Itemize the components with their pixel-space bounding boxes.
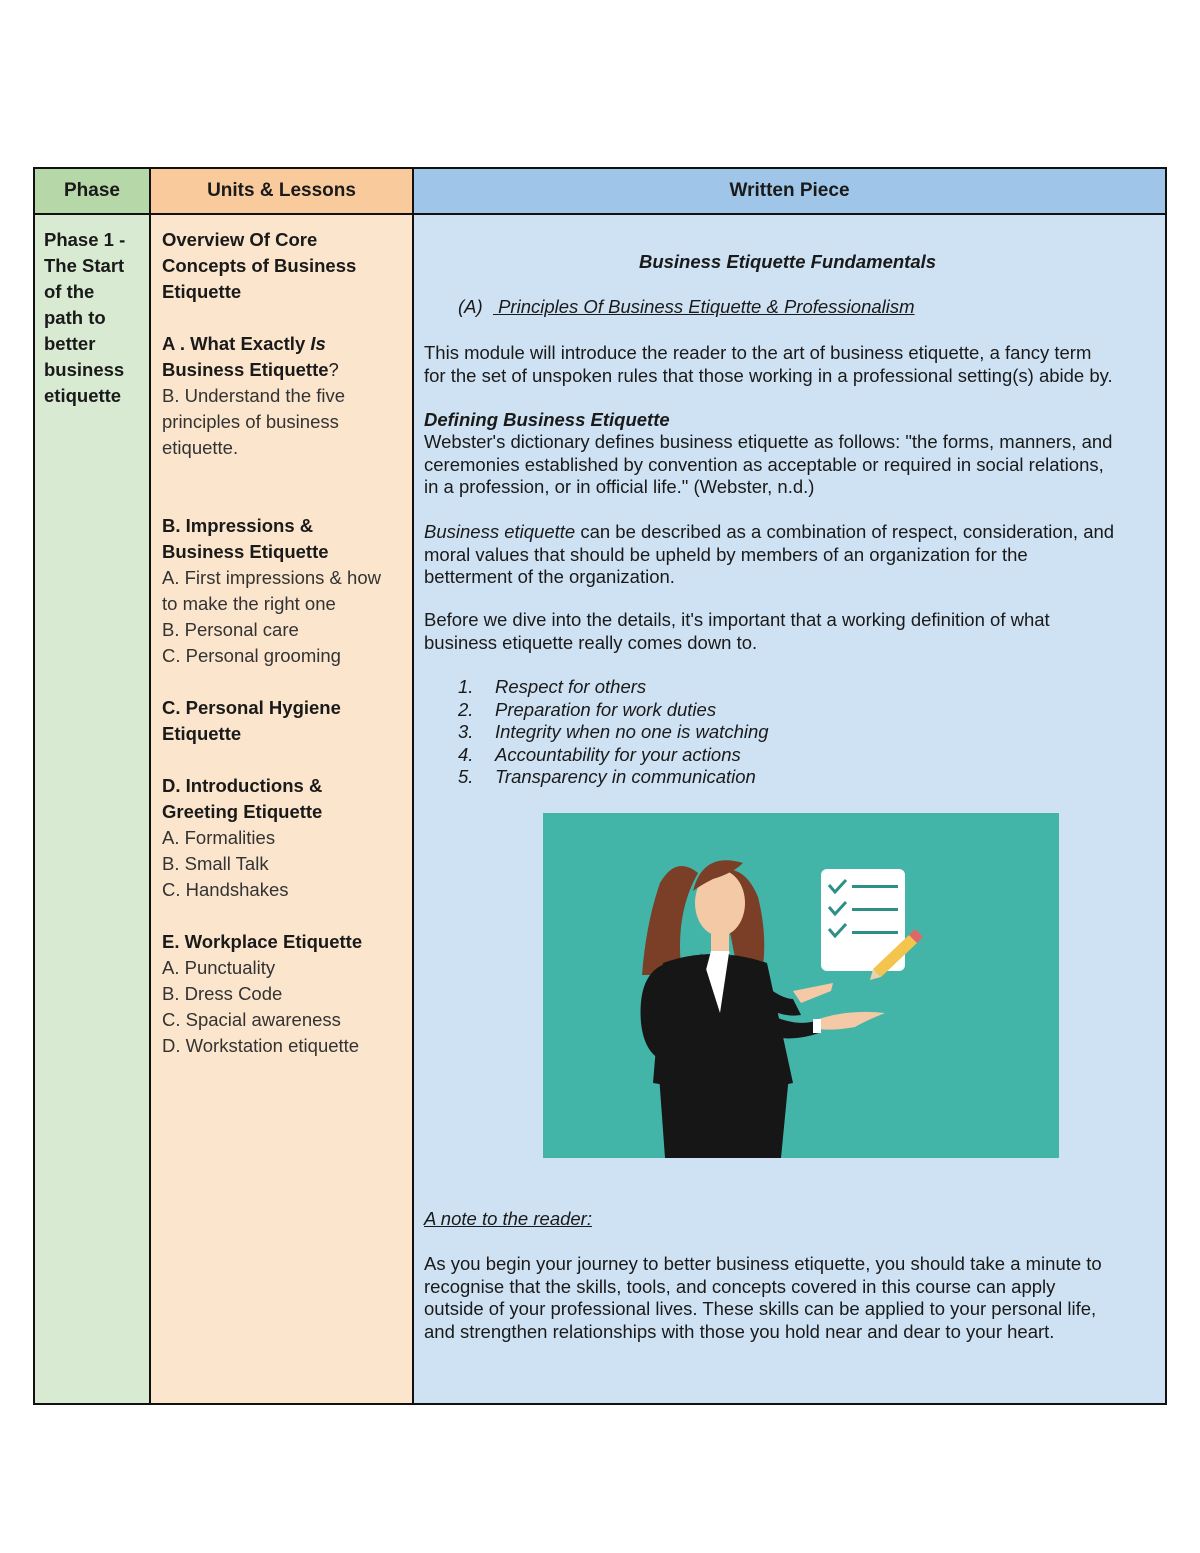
- phase-header: Phase: [35, 169, 149, 215]
- lesson-item: C. Handshakes: [162, 879, 289, 900]
- lesson-item: B. Personal care: [162, 619, 299, 640]
- lesson-item: A. Punctuality: [162, 957, 276, 978]
- list-number: 4.: [458, 743, 474, 765]
- text-line: Before we dive into the details, it's important that a working definition of what: [424, 609, 1050, 630]
- list-item: [458, 721, 769, 744]
- principles-list: [458, 676, 769, 789]
- lesson-item: B. Understand the five: [162, 385, 346, 406]
- written-title: Business Etiquette Fundamentals: [638, 251, 937, 272]
- units-list: [162, 227, 407, 1059]
- heading-line: Greeting Etiquette: [162, 801, 323, 822]
- text-line: Webster's dictionary defines business etiquette as follows: "the forms, manners, and: [424, 431, 1113, 452]
- list-text: Transparency in communication: [495, 766, 756, 788]
- note-paragraph: [424, 1253, 1151, 1343]
- before-paragraph: [424, 609, 1151, 654]
- phase-line: business: [44, 359, 125, 380]
- units-cell: [149, 215, 412, 1403]
- overview-heading: [162, 227, 407, 305]
- lesson-item: to make the right one: [162, 593, 336, 614]
- unit-b-items: [162, 565, 407, 669]
- lesson-item: A. Formalities: [162, 827, 276, 848]
- term-emphasis: Business etiquette: [424, 521, 576, 542]
- heading-emphasis: Is: [310, 333, 326, 354]
- lesson-item: etiquette.: [162, 437, 239, 458]
- text-line: in a profession, or in official life." (Webster, n.d.): [424, 476, 815, 498]
- phase-line: path to: [44, 307, 106, 328]
- text-line: betterment of the organization.: [424, 566, 675, 588]
- text-line: and strengthen relationships with those you hold near and dear to your heart.: [424, 1320, 1055, 1342]
- lesson-item: B. Dress Code: [162, 983, 283, 1004]
- definition-paragraph: [424, 431, 1151, 499]
- heading-line: B. Impressions &: [162, 515, 314, 536]
- lesson-item: principles of business: [162, 411, 339, 432]
- text-line: can be described as a combination of respect, consideration, and: [575, 521, 1115, 542]
- phase-line: of the: [44, 281, 95, 302]
- heading-line: Etiquette: [162, 281, 242, 302]
- subtitle-text: Principles Of Business Etiquette & Professionalism: [498, 296, 915, 317]
- phase-title: [44, 227, 144, 409]
- unit-e-items: [162, 955, 407, 1059]
- heading-line: C. Personal Hygiene: [162, 697, 341, 718]
- lesson-item: C. Spacial awareness: [162, 1009, 341, 1030]
- phase-line: Phase 1 -: [44, 229, 126, 250]
- unit-c-heading: [162, 695, 407, 747]
- written-piece: [424, 215, 1151, 1403]
- written-header: Written Piece: [412, 169, 1165, 215]
- lesson-item: B. Small Talk: [162, 853, 269, 874]
- heading-line: Concepts of Business: [162, 255, 357, 276]
- list-number: 5.: [458, 766, 474, 788]
- note-heading: A note to the reader:: [424, 1208, 592, 1229]
- heading-line: D. Introductions &: [162, 775, 323, 796]
- phase-line: etiquette: [44, 385, 122, 406]
- text-line: business etiquette really comes down to.: [424, 631, 758, 653]
- text-line: As you begin your journey to better business etiquette, you should take a minute to: [424, 1253, 1102, 1274]
- heading-line: Business Etiquette: [162, 541, 329, 562]
- text-line: moral values that should be upheld by members of an organization for the: [424, 543, 1028, 565]
- subtitle-marker: (A): [458, 296, 483, 317]
- unit-b-heading: [162, 513, 407, 565]
- written-cell: [412, 215, 1165, 1403]
- list-item: [458, 744, 769, 767]
- lesson-item: A. First impressions & how: [162, 567, 381, 588]
- lesson-item: D. Workstation etiquette: [162, 1035, 360, 1056]
- phase-line: The Start: [44, 255, 125, 276]
- list-item: [458, 676, 769, 699]
- list-text: Respect for others: [495, 676, 647, 697]
- units-header: Units & Lessons: [149, 169, 412, 215]
- list-item: [458, 699, 769, 722]
- text-line: This module will introduce the reader to the art of business etiquette, a fancy term: [424, 342, 1092, 363]
- curriculum-table: [33, 167, 1167, 1405]
- list-item: [458, 766, 769, 789]
- list-text: Preparation for work duties: [495, 698, 717, 720]
- list-number: 3.: [458, 721, 474, 743]
- unit-d-heading: [162, 773, 407, 825]
- unit-a-items: [162, 383, 407, 461]
- phase-cell: [35, 215, 149, 1403]
- unit-d-items: [162, 825, 407, 903]
- heading-text: A . What Exactly: [162, 333, 311, 354]
- businesswoman-presenting-icon: [543, 813, 1059, 1158]
- heading-text: Business Etiquette: [162, 359, 329, 380]
- list-text: Accountability for your actions: [495, 743, 741, 765]
- text-line: for the set of unspoken rules that those working in a professional setting(s) abide by.: [424, 364, 1113, 386]
- unit-e-heading: E. Workplace Etiquette: [162, 931, 363, 952]
- definition-heading: Defining Business Etiquette: [424, 409, 670, 430]
- heading-line: Overview Of Core: [162, 229, 318, 250]
- unit-a-heading: [162, 331, 407, 383]
- text-line: recognise that the skills, tools, and concepts covered in this course can apply: [424, 1275, 1056, 1297]
- phase-line: better: [44, 333, 96, 354]
- heading-question: ?: [328, 359, 339, 380]
- list-text: Integrity when no one is watching: [495, 721, 769, 743]
- list-number: 2.: [458, 698, 474, 720]
- text-line: outside of your professional lives. These skills can be applied to your personal life,: [424, 1298, 1097, 1320]
- heading-line: Etiquette: [162, 723, 242, 744]
- lesson-item: C. Personal grooming: [162, 645, 341, 666]
- list-number: 1.: [458, 676, 474, 697]
- written-subtitle: [458, 296, 915, 319]
- businesswoman-illustration: [543, 813, 1059, 1158]
- text-line: ceremonies established by convention as acceptable or required in social relations,: [424, 453, 1104, 475]
- intro-paragraph: [424, 342, 1151, 387]
- etiquette-description: [424, 521, 1151, 589]
